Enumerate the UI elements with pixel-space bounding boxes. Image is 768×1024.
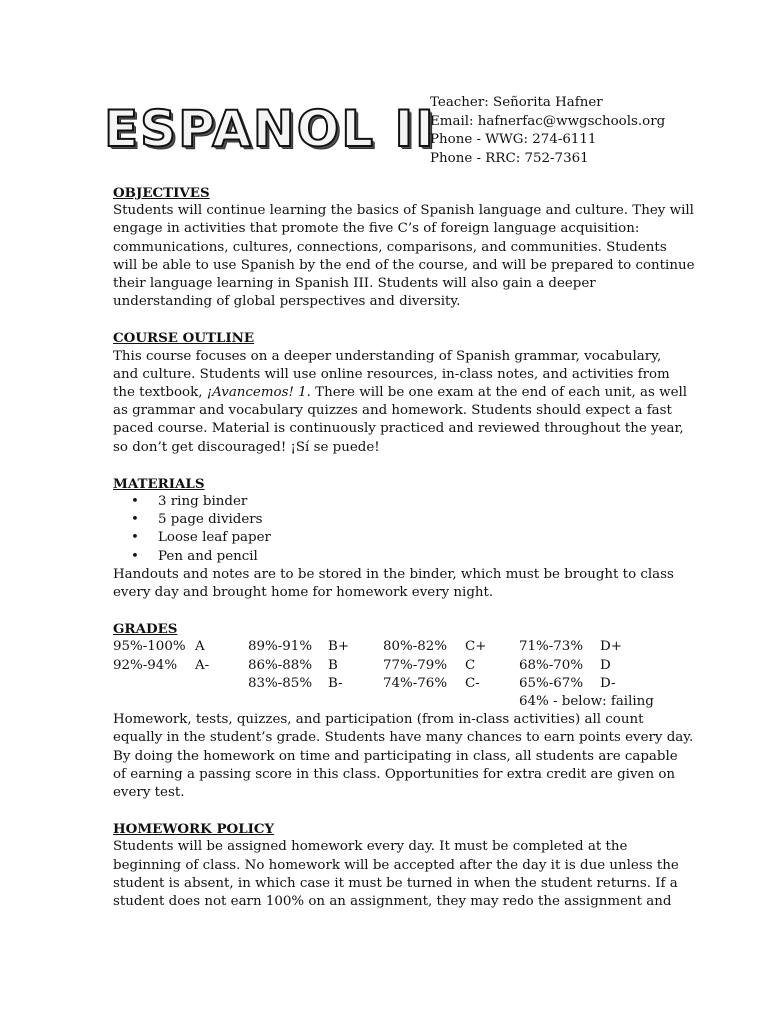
grade-range: 92%-94% xyxy=(113,657,178,673)
course-outline-line: This course focuses on a deeper understanding of Spanish grammar, vocabulary, xyxy=(113,348,662,364)
bullet: • xyxy=(131,548,139,564)
phone-wwg: Phone - WWG: 274-6111 xyxy=(430,132,597,147)
list-item xyxy=(113,511,673,529)
grade-range: 65%-67% xyxy=(519,675,584,691)
grades-line: of earning a passing score in this class. Opportunities for extra credit are given on xyxy=(113,766,676,782)
material-item: Loose leaf paper xyxy=(158,530,271,546)
grades-heading: GRADES xyxy=(113,621,178,638)
course-outline-heading: COURSE OUTLINE xyxy=(113,330,255,347)
objectives-line: their language learning in Spanish III. Students will also gain a deeper xyxy=(113,276,596,292)
homework-line: beginning of class. No homework will be accepted after the day it is due unless the xyxy=(113,857,679,873)
grade-range: 74%-76% xyxy=(383,675,448,691)
grade-range: 95%-100% xyxy=(113,639,186,655)
grade-range: 71%-73% xyxy=(519,639,584,655)
grade-letter: C- xyxy=(465,675,480,691)
materials-list xyxy=(113,493,673,566)
grade-letter: D- xyxy=(600,675,616,691)
course-outline-line: and culture. Students will use online resources, in-class notes, and activities from xyxy=(113,366,670,382)
grade-letter: D+ xyxy=(600,639,622,655)
list-item xyxy=(113,548,673,566)
textbook-title: ¡Avancemos! 1 xyxy=(206,385,307,401)
objectives-section xyxy=(113,184,695,311)
materials-heading: MATERIALS xyxy=(113,475,205,492)
grade-letter: A- xyxy=(195,657,210,673)
grade-range: 83%-85% xyxy=(248,675,313,691)
grade-range: 77%-79% xyxy=(383,657,448,673)
material-item: 5 page dividers xyxy=(158,512,263,528)
grade-letter: A xyxy=(195,639,205,655)
contact-info xyxy=(430,94,665,168)
list-item xyxy=(113,493,673,511)
grade-row xyxy=(113,693,673,711)
homework-heading: HOMEWORK POLICY xyxy=(113,821,275,838)
teacher-email: Email: hafnerfac@wwgschools.org xyxy=(430,113,666,129)
document-body xyxy=(113,184,695,929)
course-outline-line: as grammar and vocabulary quizzes and homework. Students should expect a fast xyxy=(113,403,672,419)
course-outline-text: . There will be one exam at the end of each unit, as well xyxy=(306,385,688,401)
page-title: ESPANOL II xyxy=(104,100,436,158)
grade-letter: B+ xyxy=(328,639,350,655)
grade-range: 89%-91% xyxy=(248,639,313,655)
course-outline-line: paced course. Material is continuously practiced and reviewed throughout the year, xyxy=(113,421,684,437)
course-outline-line xyxy=(113,384,688,402)
course-outline-section xyxy=(113,329,688,456)
teacher-name: Teacher: Señorita Hafner xyxy=(430,95,603,110)
grade-row xyxy=(113,638,673,656)
homework-line: student does not earn 100% on an assignment, they may redo the assignment and xyxy=(113,894,672,910)
grades-line: By doing the homework on time and participating in class, all students are capable xyxy=(113,748,678,764)
bullet: • xyxy=(131,512,139,528)
grades-line: Homework, tests, quizzes, and participation (from in-class activities) all count xyxy=(113,712,644,728)
materials-note: Handouts and notes are to be stored in the binder, which must be brought to class xyxy=(113,566,674,582)
homework-line: Students will be assigned homework every day. It must be completed at the xyxy=(113,839,628,855)
grades-line: equally in the student’s grade. Students have many chances to earn points every day. xyxy=(113,730,694,746)
material-item: Pen and pencil xyxy=(158,548,258,564)
grades-line: every test. xyxy=(113,785,185,801)
objectives-line: understanding of global perspectives and diversity. xyxy=(113,294,461,310)
grade-range: 80%-82% xyxy=(383,639,448,655)
objectives-heading: OBJECTIVES xyxy=(113,185,210,201)
grades-section xyxy=(113,620,694,802)
grade-letter: B xyxy=(328,657,338,673)
phone-rrc: Phone - RRC: 752-7361 xyxy=(430,150,589,166)
materials-section xyxy=(113,475,673,602)
objectives-line: communications, cultures, connections, comparisons, and communities. Students xyxy=(113,239,667,255)
objectives-line: will be able to use Spanish by the end of the course, and will be prepared to continue xyxy=(113,257,695,273)
course-outline-line: so don’t get discouraged! ¡Sí se puede! xyxy=(113,439,380,455)
bullet: • xyxy=(131,530,139,546)
material-item: 3 ring binder xyxy=(158,494,248,510)
grade-letter: B- xyxy=(328,675,343,691)
bullet: • xyxy=(131,494,139,510)
grade-scale xyxy=(113,638,673,711)
failing-threshold: 64% - below: failing xyxy=(519,694,654,710)
grade-range: 86%-88% xyxy=(248,657,313,673)
grade-letter: D xyxy=(600,657,611,673)
objectives-line: engage in activities that promote the five C’s of foreign language acquisition: xyxy=(113,221,640,237)
homework-line: student is absent, in which case it must be turned in when the student returns. If a xyxy=(113,875,678,891)
course-outline-text: the textbook, xyxy=(113,385,207,401)
objectives-line: Students will continue learning the basics of Spanish language and culture. They will xyxy=(113,203,694,219)
grade-row xyxy=(113,657,673,675)
grade-letter: C xyxy=(465,657,476,673)
grade-range: 68%-70% xyxy=(519,657,584,673)
grade-row xyxy=(113,675,673,693)
homework-section xyxy=(113,820,679,911)
list-item xyxy=(113,529,673,547)
materials-note: every day and brought home for homework every night. xyxy=(113,585,494,601)
grade-letter: C+ xyxy=(465,639,487,655)
